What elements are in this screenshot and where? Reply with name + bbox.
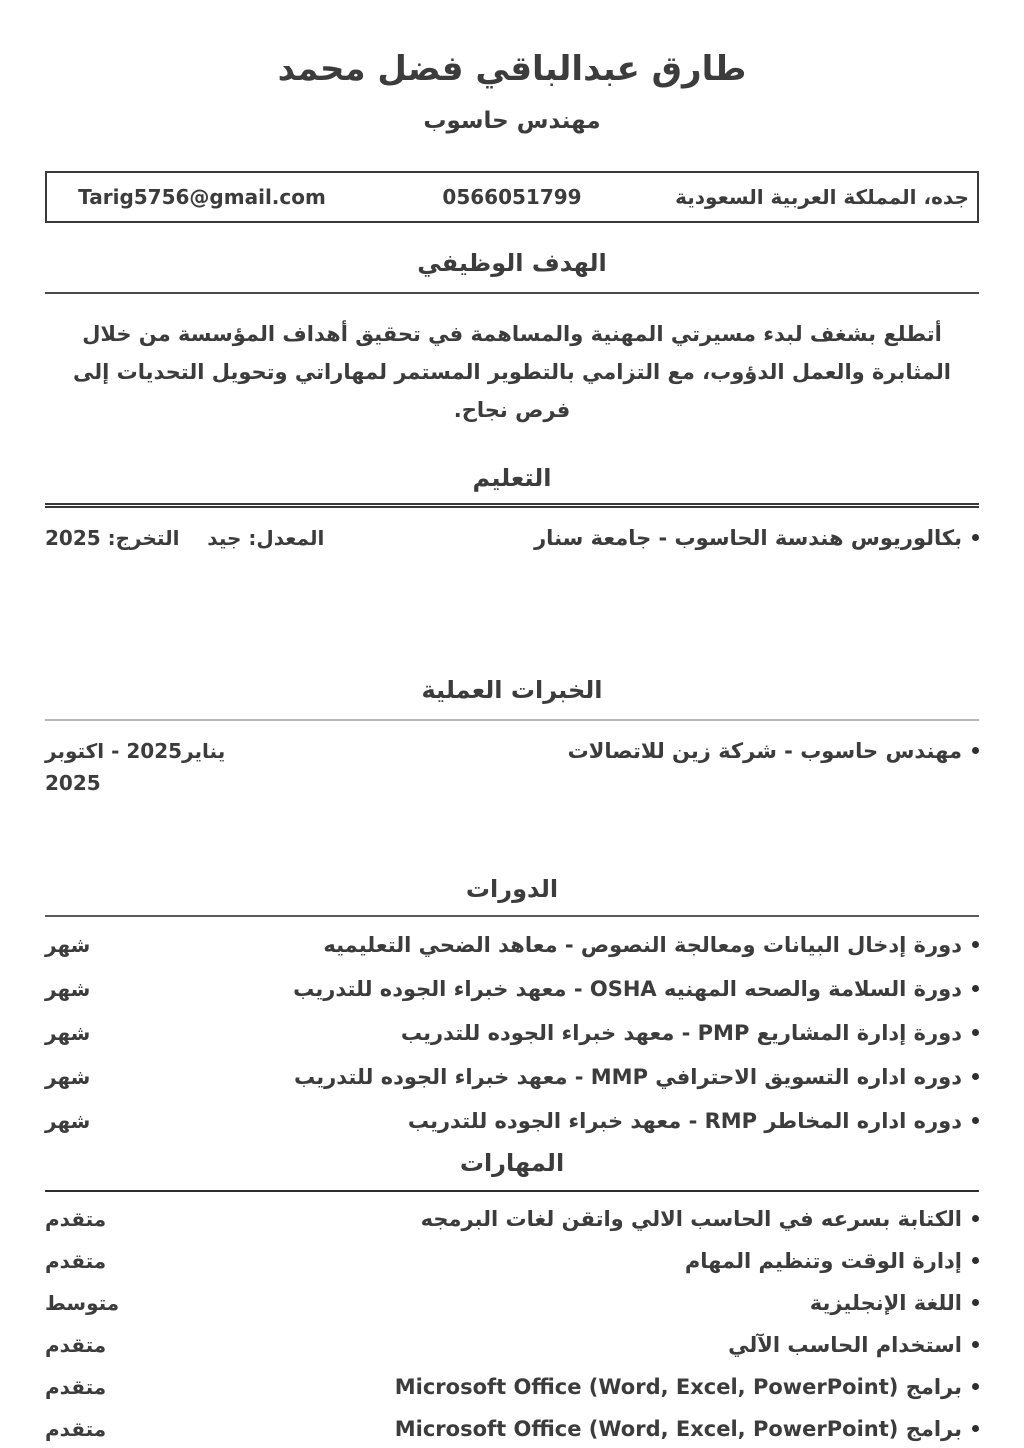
skill-name-row — [395, 1371, 979, 1403]
skill-row — [45, 1240, 979, 1282]
candidate-name: طارق عبدالباقي فضل محمد — [277, 49, 747, 89]
course-row — [45, 1011, 979, 1055]
course-name: دورة السلامة والصحه المهنيه OSHA - معهد خبراء الجوده للتدريب — [293, 976, 962, 1001]
bullet-icon — [972, 1425, 979, 1432]
bullet-icon — [972, 1341, 979, 1348]
skill-level: متقدم — [45, 1416, 107, 1441]
skill-level: متوسط — [45, 1290, 120, 1315]
bullet-icon — [972, 747, 979, 754]
contact-bar — [45, 171, 979, 223]
bullet-icon — [972, 1073, 979, 1080]
contact-phone: 0566051799 — [442, 185, 582, 210]
skill-name: الكتابة بسرعه في الحاسب الالي واتقن لغات البرمجه — [420, 1206, 962, 1231]
course-row — [45, 923, 979, 967]
skill-level: متقدم — [45, 1248, 107, 1273]
section-heading-objective: الهدف الوظيفي — [417, 249, 607, 278]
candidate-job-title: مهندس حاسوب — [423, 108, 601, 134]
skill-name-row — [421, 1203, 979, 1235]
experience-period: يناير2025 - اكتوبر 2025 — [38, 738, 226, 795]
bullet-icon — [972, 1299, 979, 1306]
objective-text: أتطلع بشغف لبدء مسيرتي المهنية والمساهمة في تحقيق أهداف المؤسسة من خلال المثابرة والعمل الدؤوب، مع التزامي بالتطوير المستمر لمهاراتي وتحويل التحديات إلى فرص نجاح. — [73, 322, 951, 422]
bullet-icon — [972, 534, 979, 541]
education-details: المعدل: جيد التخرج: 2025 — [45, 525, 325, 550]
bullet-icon — [972, 1257, 979, 1264]
contact-email: Tarig5756@gmail.com — [78, 185, 326, 210]
skill-row — [45, 1366, 979, 1408]
course-row — [45, 967, 979, 1011]
skill-name-row — [728, 1329, 979, 1361]
course-name: دورة إدخال البيانات ومعالجة النصوص - معاهد الضحي التعليميه — [323, 932, 962, 957]
section-heading-education: التعليم — [472, 463, 552, 492]
course-duration: شهر — [45, 976, 91, 1001]
section-heading-courses: الدورات — [465, 874, 559, 903]
course-name-row — [323, 929, 979, 961]
skill-level: متقدم — [45, 1332, 107, 1357]
skill-row — [45, 1324, 979, 1366]
courses-divider — [45, 915, 979, 917]
course-row — [45, 1099, 979, 1143]
education-degree-row — [534, 522, 979, 554]
education-divider — [45, 503, 979, 508]
course-duration: شهر — [45, 1108, 91, 1133]
course-name: دوره اداره المخاطر RMP - معهد خبراء الجوده للتدريب — [407, 1108, 962, 1133]
bullet-icon — [972, 941, 979, 948]
courses-list — [45, 923, 979, 1143]
experience-entry — [38, 735, 979, 799]
course-name: دوره اداره التسويق الاحترافي MMP - معهد خبراء الجوده للتدريب — [294, 1064, 962, 1089]
skill-name: استخدام الحاسب الآلي — [728, 1332, 962, 1357]
bullet-icon — [972, 985, 979, 992]
experience-title: مهندس حاسوب - شركة زين للاتصالات — [567, 738, 962, 763]
skill-name: إدارة الوقت وتنظيم المهام — [684, 1248, 962, 1273]
course-name-row — [294, 1061, 979, 1093]
course-name-row — [408, 1105, 979, 1137]
course-duration: شهر — [45, 1020, 91, 1045]
course-row — [45, 1055, 979, 1099]
education-degree: بكالوريوس هندسة الحاسوب - جامعة سنار — [534, 525, 962, 550]
bullet-icon — [972, 1117, 979, 1124]
skill-row — [45, 1282, 979, 1324]
experience-divider — [45, 719, 979, 721]
bullet-icon — [972, 1383, 979, 1390]
education-entry — [45, 522, 979, 554]
skill-name-row — [395, 1413, 979, 1445]
experience-title-row — [568, 735, 979, 767]
course-name: دورة إدارة المشاريع PMP - معهد خبراء الجوده للتدريب — [400, 1020, 962, 1045]
objective-divider — [45, 292, 979, 294]
skill-name: برامج Microsoft Office (Word, Excel, PowerPoint) — [394, 1374, 962, 1399]
bullet-icon — [972, 1029, 979, 1036]
course-name-row — [401, 1017, 979, 1049]
skill-name-row — [810, 1287, 979, 1319]
skill-row — [45, 1198, 979, 1240]
bullet-icon — [972, 1215, 979, 1222]
section-heading-experience: الخبرات العملية — [421, 675, 603, 704]
skill-name: برامج Microsoft Office (Word, Excel, PowerPoint) — [394, 1416, 962, 1441]
skill-level: متقدم — [45, 1374, 107, 1399]
skills-list — [45, 1198, 979, 1448]
skill-level: متقدم — [45, 1206, 107, 1231]
course-name-row — [293, 973, 979, 1005]
course-duration: شهر — [45, 1064, 91, 1089]
skill-name-row — [685, 1245, 979, 1277]
course-duration: شهر — [45, 932, 91, 957]
section-heading-skills: المهارات — [459, 1148, 565, 1177]
skill-name: اللغة الإنجليزية — [809, 1290, 962, 1315]
skills-divider — [45, 1190, 979, 1192]
contact-location: جده، المملكة العربية السعودية — [675, 185, 969, 210]
skill-row — [45, 1408, 979, 1448]
